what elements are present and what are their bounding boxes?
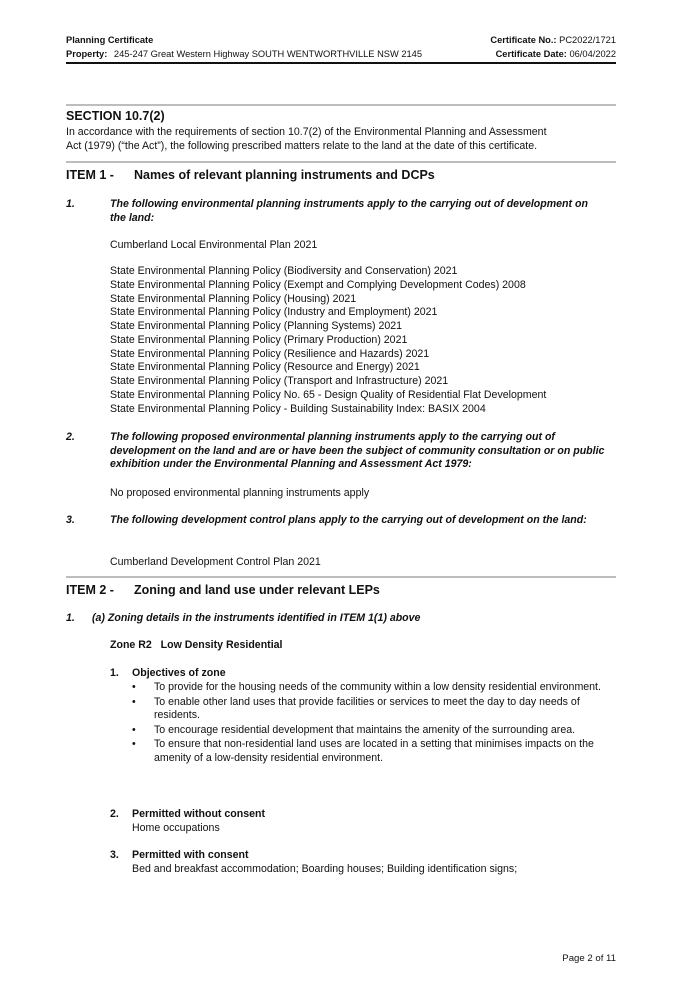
list-item: State Environmental Planning Policy (Exempt and Complying Development Codes) 2008 xyxy=(110,278,526,291)
list-item: State Environmental Planning Policy (Housing) 2021 xyxy=(110,292,357,305)
property-label: Property: xyxy=(66,49,108,59)
lep-name: Cumberland Local Environmental Plan 2021 xyxy=(110,239,318,251)
section-top-divider xyxy=(66,104,616,106)
item2-q1-number: 1. xyxy=(66,612,75,624)
with-consent-text: Bed and breakfast accommodation; Boarding houses; Building identification signs; xyxy=(132,863,518,875)
item1-q1-number: 1. xyxy=(66,198,75,210)
list-item: State Environmental Planning Policy (Transport and Infrastructure) 2021 xyxy=(110,375,449,387)
list-item: • To enable other land uses that provide facilities or services to meet the day to day needs of residents. xyxy=(132,695,580,721)
list-item: • To encourage residential development that maintains the amenity of the surrounding area. xyxy=(132,723,576,736)
item1-q3-number: 3. xyxy=(66,514,75,526)
section-intro-line-2: Act (1979) (“the Act”), the following prescribed matters relate to the land at the date of this certificate. xyxy=(66,140,538,152)
header-divider xyxy=(66,62,616,64)
item1-q3-answer: Cumberland Development Control Plan 2021 xyxy=(110,556,321,568)
sepp-list xyxy=(110,265,546,416)
list-item: State Environmental Planning Policy (Resilience and Hazards) 2021 xyxy=(110,347,430,360)
page-number: Page 2 of 11 xyxy=(562,953,616,964)
item1-q2-number: 2. xyxy=(66,431,75,443)
section-intro-line-1: In accordance with the requirements of section 10.7(2) of the Environmental Planning and Assessment xyxy=(66,126,547,138)
objectives-number: 1. xyxy=(110,667,119,679)
item1-q1-question: The following environmental planning instruments apply to the carrying out of development on the land: xyxy=(110,198,588,224)
certificate-date: Certificate Date: 06/04/2022 xyxy=(495,49,616,59)
doc-title: Planning Certificate xyxy=(66,35,154,45)
item2-q1-question: (a) Zoning details in the instruments identified in ITEM 1(1) above xyxy=(92,612,421,624)
bullet-icon: • xyxy=(132,695,136,708)
item1-heading: ITEM 1 - Names of relevant planning instruments and DCPs xyxy=(66,168,435,182)
with-consent-title: Permitted with consent xyxy=(132,849,249,861)
without-consent-title: Permitted without consent xyxy=(132,808,266,820)
list-item: State Environmental Planning Policy (Planning Systems) 2021 xyxy=(110,320,403,332)
objectives-title: Objectives of zone xyxy=(132,667,226,679)
without-consent-number: 2. xyxy=(110,808,119,820)
list-item: • To provide for the housing needs of the community within a low density residential environment. xyxy=(132,681,601,693)
without-consent-text: Home occupations xyxy=(132,822,220,834)
zone-heading: Zone R2 Low Density Residential xyxy=(110,639,283,651)
bullet-icon: • xyxy=(132,738,136,750)
list-item: State Environmental Planning Policy (Primary Production) 2021 xyxy=(110,333,408,346)
bullet-icon: • xyxy=(132,723,136,736)
list-item: • To ensure that non-residential land uses are located in a setting that minimises impacts on the amenity of a low-density residential environment. xyxy=(132,738,594,764)
item1-top-divider xyxy=(66,161,616,163)
list-item: State Environmental Planning Policy (Biodiversity and Conservation) 2021 xyxy=(110,265,458,277)
list-item: State Environmental Planning Policy No. 65 - Design Quality of Residential Flat Development xyxy=(110,388,547,401)
certificate-number: Certificate No.: PC2022/1721 xyxy=(490,35,616,45)
header-row-1 xyxy=(66,35,616,46)
list-item: State Environmental Planning Policy - Building Sustainability Index: BASIX 2004 xyxy=(110,402,486,415)
item1-q3-question: The following development control plans apply to the carrying out of development on the land: xyxy=(110,514,587,526)
list-item: State Environmental Planning Policy (Resource and Energy) 2021 xyxy=(110,361,420,374)
header-row-2 xyxy=(66,49,616,60)
property-value: 245-247 Great Western Highway SOUTH WENTWORTHVILLE NSW 2145 xyxy=(113,49,423,59)
item2-heading: ITEM 2 - Zoning and land use under relevant LEPs xyxy=(66,583,380,597)
objectives-list xyxy=(132,681,616,766)
section-title: SECTION 10.7(2) xyxy=(66,109,165,123)
item1-q2-question: The following proposed environmental planning instruments apply to the carrying out of development on the land and are or have been the subject of community consultation or on public exhibition under the Environmental Planning and Assessment Act 1979: xyxy=(110,431,605,470)
list-item: State Environmental Planning Policy (Industry and Employment) 2021 xyxy=(110,306,438,319)
bullet-icon: • xyxy=(132,681,136,693)
with-consent-number: 3. xyxy=(110,849,119,861)
item2-top-divider xyxy=(66,576,616,578)
item1-q2-answer: No proposed environmental planning instruments apply xyxy=(110,487,370,499)
